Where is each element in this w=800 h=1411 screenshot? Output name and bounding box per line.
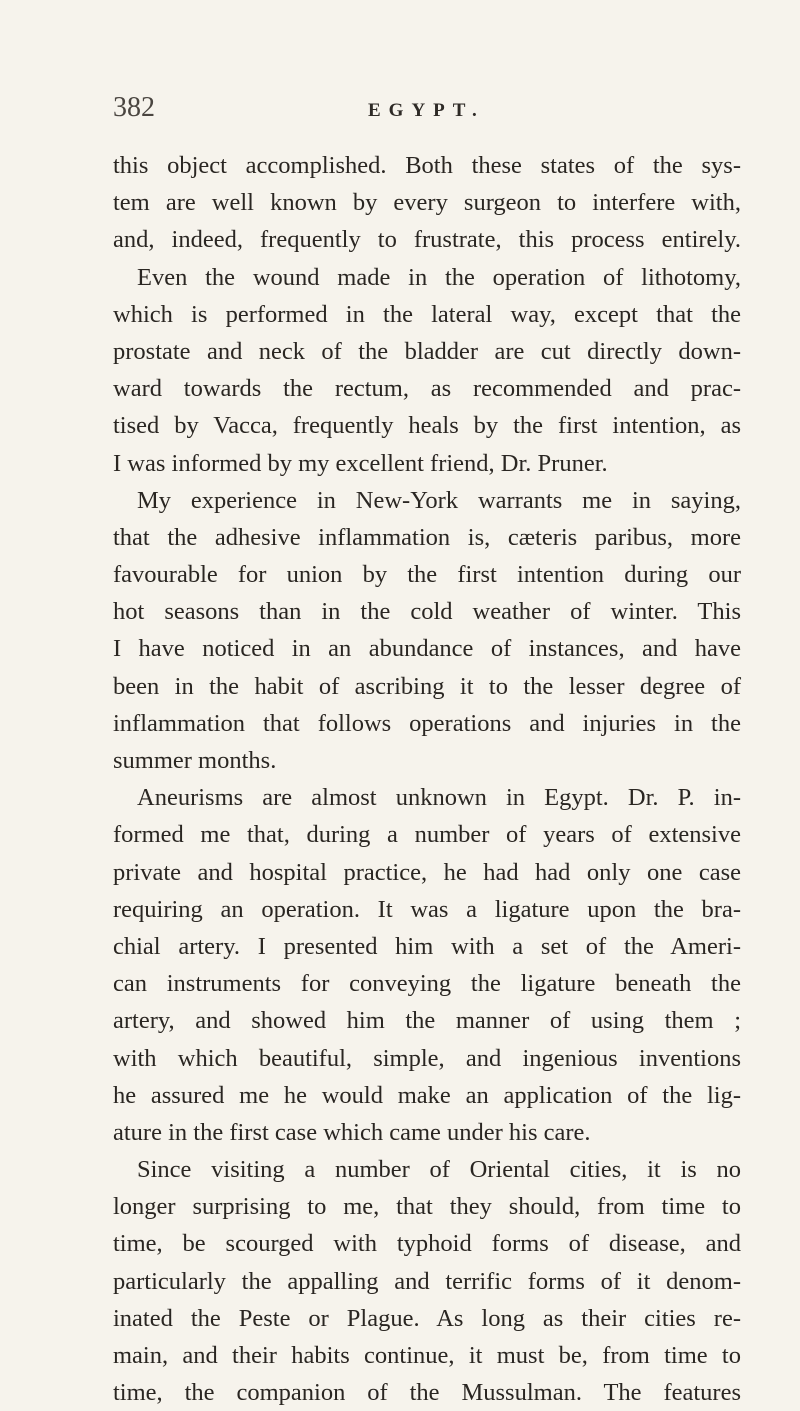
text-line: requiring an operation. It was a ligature upon the bra- — [113, 895, 741, 923]
text-line: ature in the first case which came under his care. — [113, 1118, 591, 1146]
text-line: formed me that, during a number of years of extensive — [113, 821, 741, 849]
text-line: Even the wound made in the operation of lithotomy, — [137, 263, 741, 291]
text-line: which is performed in the lateral way, except that the — [113, 300, 741, 328]
text-line: ward towards the rectum, as recommended and prac- — [113, 375, 741, 403]
body-text — [113, 147, 741, 1411]
text-line: inflammation that follows operations and injuries in the — [113, 709, 741, 737]
text-line: this object accomplished. Both these states of the sys- — [113, 152, 741, 179]
text-line: been in the habit of ascribing it to the lesser degree of — [113, 672, 741, 700]
text-line: particularly the appalling and terrific forms of it denom- — [113, 1267, 741, 1295]
text-line: time, the companion of the Mussulman. The features — [113, 1379, 741, 1407]
text-line: inated the Peste or Plague. As long as their cities re- — [113, 1304, 741, 1332]
text-line: hot seasons than in the cold weather of winter. This — [113, 598, 741, 626]
text-line: I have noticed in an abundance of instances, and have — [113, 635, 741, 663]
text-line: that the adhesive inflammation is, cæteris paribus, more — [113, 523, 741, 551]
text-line: My experience in New-York warrants me in saying, — [137, 486, 741, 514]
text-line: favourable for union by the first intention during our — [113, 561, 741, 589]
text-line: artery, and showed him the manner of using them ; — [113, 1007, 741, 1035]
text-line: Since visiting a number of Oriental cities, it is no — [137, 1156, 741, 1184]
text-line: main, and their habits continue, it must be, from time to — [113, 1342, 741, 1369]
running-head — [113, 92, 753, 132]
running-title: EGYPT. — [368, 100, 485, 121]
text-line: time, be scourged with typhoid forms of disease, and — [113, 1230, 741, 1258]
text-line: longer surprising to me, that they should, from time to — [113, 1193, 741, 1221]
text-line: private and hospital practice, he had had only one case — [113, 858, 741, 886]
text-line: I was informed by my excellent friend, Dr. Pruner. — [113, 449, 608, 477]
text-line: he assured me he would make an application of the lig- — [113, 1081, 741, 1109]
text-line: tised by Vacca, frequently heals by the first intention, as — [113, 412, 741, 440]
text-line: prostate and neck of the bladder are cut directly down- — [113, 337, 741, 365]
text-line: tem are well known by every surgeon to interfere with, — [113, 189, 741, 217]
text-line: with which beautiful, simple, and ingenious inventions — [113, 1044, 741, 1072]
text-line: can instruments for conveying the ligature beneath the — [113, 970, 741, 998]
text-line: summer months. — [113, 747, 277, 774]
text-line: Aneurisms are almost unknown in Egypt. Dr. P. in- — [137, 784, 741, 812]
text-line: and, indeed, frequently to frustrate, this process entirely. — [113, 226, 741, 254]
text-line: chial artery. I presented him with a set of the Ameri- — [113, 932, 741, 960]
page-number: 382 — [113, 92, 155, 123]
